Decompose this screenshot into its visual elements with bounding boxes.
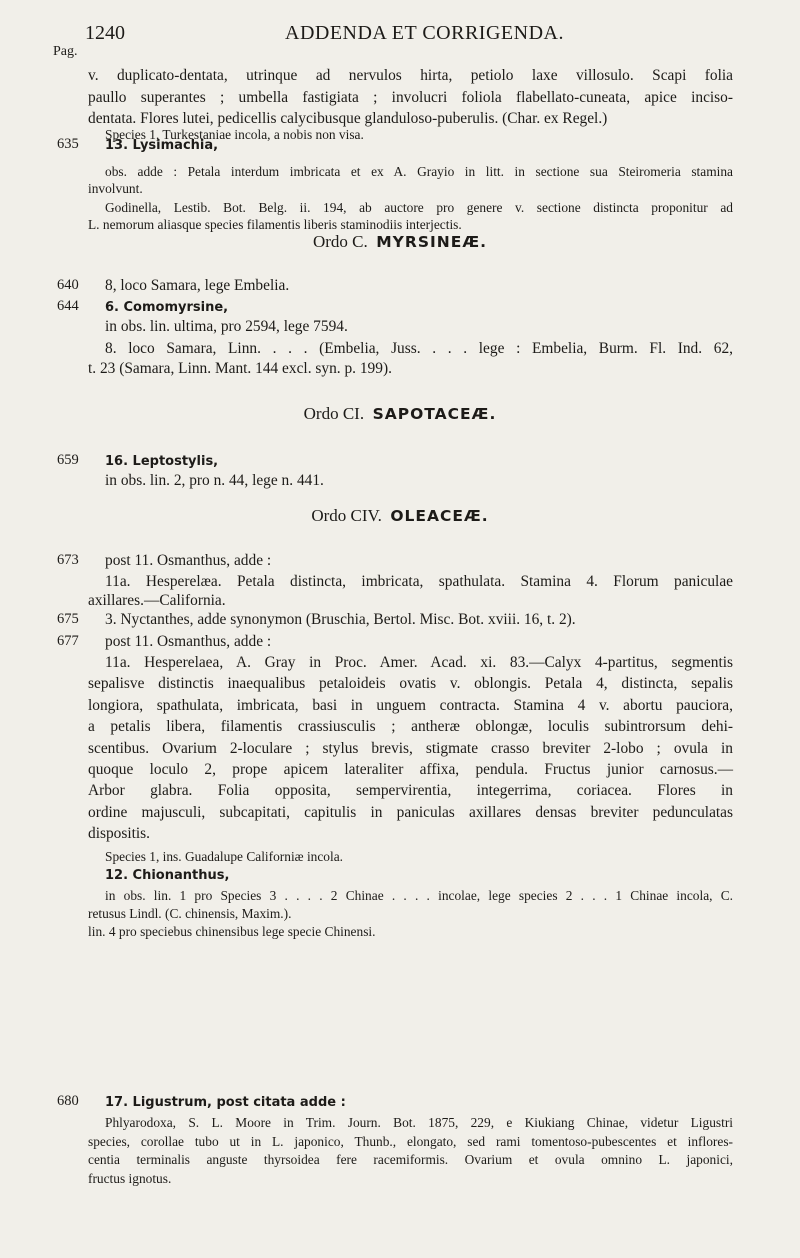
text-line: involvunt.	[88, 181, 143, 196]
text-line: Species 1, Turkestaniae incola, a nobis non visa.	[105, 127, 364, 142]
text-line: in obs. lin. 1 pro Species 3 . . . . 2 Chinae . . . . incolae, lege species 2 . . . 1 Chinae incola, C.	[105, 888, 733, 903]
text-line: in obs. lin. ultima, pro 2594, lege 7594.	[105, 318, 348, 335]
page-header	[0, 22, 800, 62]
page-number: 1240	[85, 22, 125, 44]
pag-label: Pag.	[53, 44, 78, 59]
margin-number: 635	[57, 136, 79, 152]
order-heading-sapotaceae	[0, 404, 800, 424]
text-line: axillares.—California.	[88, 592, 226, 609]
text-line: scentibus. Ovarium 2-loculare ; stylus brevis, stigmate crasso breviter 2-lobo ; ovula in	[88, 740, 733, 757]
order-heading-oleaceae	[0, 506, 800, 526]
text-line: ordine majusculi, subcapitati, capitulis in paniculas axillares densas breviter pedunculatas	[88, 804, 733, 821]
order-name: OLEACEÆ.	[390, 507, 489, 525]
text-line: 3. Nyctanthes, adde synonymon (Bruschia, Bertol. Misc. Bot. xviii. 16, t. 2).	[105, 611, 576, 628]
text-line: paullo superantes ; umbella fastigiata ; involucri foliola flabellato-cuneata, apice inciso-	[88, 89, 733, 106]
text-line: longiora, spathulata, imbricata, basi in unguem contracta. Stamina 4 v. abortu pauciora,	[88, 697, 733, 714]
text-line: sepalisve distinctis inaequalibus petaloideis ovatis v. oblongis. Petala 4, distincta, sepalis	[88, 675, 733, 692]
text-line: fructus ignotus.	[88, 1171, 172, 1186]
margin-number: 659	[57, 452, 79, 468]
genus-heading: 6. Comomyrsine,	[105, 300, 229, 315]
text-line: species, corollae tubo ut in L. japonico, Thunb., elongato, sed rami tomentoso-pubescentes et inflores-	[88, 1134, 733, 1149]
margin-number: 644	[57, 298, 79, 314]
text-line: t. 23 (Samara, Linn. Mant. 144 excl. syn. p. 199).	[88, 360, 392, 377]
text-line: post 11. Osmanthus, adde :	[105, 552, 272, 569]
text-line: in obs. lin. 2, pro n. 44, lege n. 441.	[105, 472, 324, 489]
text-line: v. duplicato-dentata, utrinque ad nervulos hirta, petiolo laxe villosulo. Scapi folia	[88, 67, 733, 84]
text-line: Godinella, Lestib. Bot. Belg. ii. 194, ab auctore pro genere v. sectione distincta proponitur ad	[105, 200, 733, 215]
margin-number: 680	[57, 1093, 79, 1109]
text-line: dentata. Flores lutei, pedicellis calycibusque glanduloso-puberulis. (Char. ex Regel.)	[88, 110, 608, 127]
margin-number: 640	[57, 277, 79, 293]
text-line: Species 1, ins. Guadalupe Californiæ incola.	[105, 849, 344, 864]
text-line: obs. adde : Petala interdum imbricata et ex A. Grayio in litt. in sectione sua Steiromeria stamina	[105, 164, 733, 179]
order-label: Ordo CI.	[303, 404, 365, 423]
genus-heading: 17. Ligustrum, post citata adde :	[105, 1095, 346, 1110]
text-line: 8, loco Samara, lege Embelia.	[105, 277, 290, 294]
text-line: Phlyarodoxa, S. L. Moore in Trim. Journ. Bot. 1875, 229, e Kiukiang Chinae, videtur Ligustri	[105, 1115, 733, 1130]
order-name: SAPOTACEÆ.	[372, 405, 497, 423]
text-line: 8. loco Samara, Linn. . . . (Embelia, Juss. . . . lege : Embelia, Burm. Fl. Ind. 62,	[105, 340, 733, 357]
text-line: Arbor glabra. Folia opposita, sempervirentia, integerrima, coriacea. Flores in	[88, 782, 733, 799]
text-line: quoque loculo 2, prope apicem lateraliter affixa, pendula. Fructus junior carnosus.—	[88, 761, 733, 778]
text-line: post 11. Osmanthus, adde :	[105, 633, 272, 650]
order-label: Ordo C.	[312, 232, 368, 251]
running-title: ADDENDA ET CORRIGENDA.	[285, 22, 564, 44]
text-line: a petalis libera, filamentis crassiusculis ; antheræ oblongæ, loculis subintrorsum dehi-	[88, 718, 733, 735]
text-line: centia terminalis anguste thyrsoidea fere racemiformis. Ovarium et ovula omnino L. japonici,	[88, 1152, 733, 1167]
margin-number: 673	[57, 552, 79, 568]
text-line: dispositis.	[88, 825, 151, 842]
genus-heading: 13. Lysimachia,	[105, 138, 219, 153]
margin-number: 675	[57, 611, 79, 627]
text-line: retusus Lindl. (C. chinensis, Maxim.).	[88, 906, 292, 921]
genus-heading: 12. Chionanthus,	[105, 868, 230, 883]
margin-number: 677	[57, 633, 79, 649]
order-label: Ordo CIV.	[311, 506, 382, 525]
text-line: lin. 4 pro speciebus chinensibus lege specie Chinensi.	[88, 924, 376, 939]
text-line: 11a. Hesperelæa. Petala distincta, imbricata, spathulata. Stamina 4. Florum paniculae	[105, 573, 733, 590]
order-name: MYRSINEÆ.	[376, 233, 488, 251]
genus-heading: 16. Leptostylis,	[105, 454, 219, 469]
text-line: 11a. Hesperelaea, A. Gray in Proc. Amer. Acad. xi. 83.—Calyx 4-partitus, segmentis	[105, 654, 733, 671]
text-line: L. nemorum aliasque species filamentis liberis staminodiis interjectis.	[88, 217, 462, 232]
order-heading-myrsineae	[0, 232, 800, 252]
